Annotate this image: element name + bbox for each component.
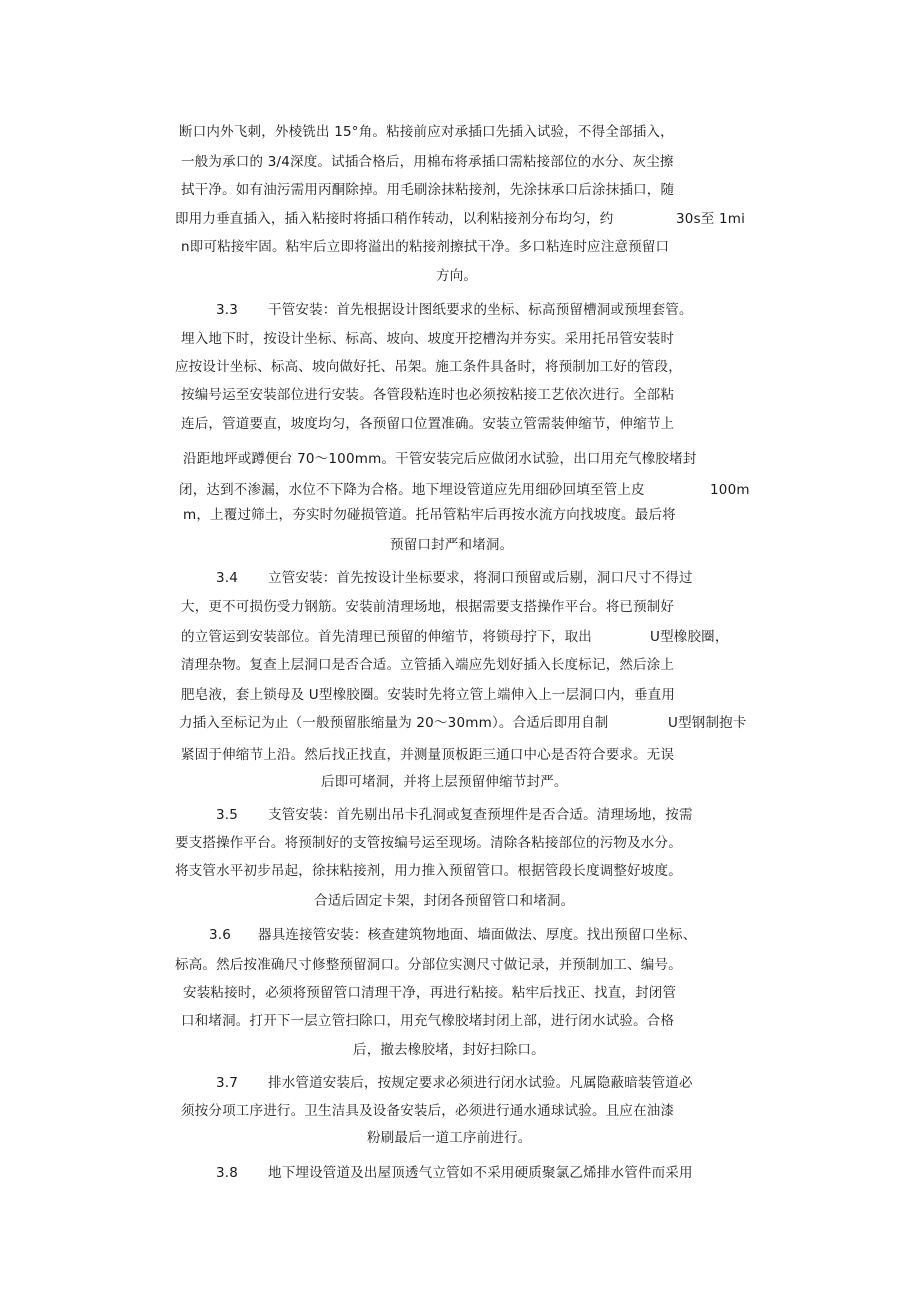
text-line: 方向。 [436, 268, 478, 284]
text-line: 紧固于伸缩节上沿。然后找正找直，并测量顶板距三通口中心是否符合要求。无误 [181, 747, 675, 763]
text-line: 大，更不可损伤受力钢筋。安装前清理场地，根据需要支搭操作平台。将已预制好 [181, 599, 675, 615]
section-number: 3.8 [216, 1165, 239, 1181]
text-line: m，上覆过筛土，夯实时勿碰损管道。托吊管粘牢后再按水流方向找坡度。最后将 [183, 507, 676, 523]
text-line: U型钢制抱卡 [668, 715, 747, 731]
text-line: 连后，管道要直，坡度均匀，各预留口位置准确。安装立管需装伸缩节，伸缩节上 [181, 416, 675, 432]
section-heading-line: 地下埋设管道及出屋顶透气立管如不采用硬质聚氯乙烯排水管件而采用 [268, 1165, 693, 1181]
text-line: 口和堵洞。打开下一层立管扫除口，用充气橡胶堵封闭上部，进行闭水试验。合格 [181, 1013, 675, 1029]
section-number: 3.4 [216, 570, 239, 586]
text-line: 的立管运到安装部位。首先清理已预留的伸缩节，将锁母拧下，取出 [181, 629, 592, 645]
section-number: 3.3 [216, 302, 239, 318]
section-heading-line: 立管安装：首先按设计坐标要求，将洞口预留或后剔，洞口尺寸不得过 [268, 570, 693, 586]
section-number: 3.7 [216, 1075, 239, 1091]
text-line: 应按设计坐标、标高、坡向做好托、吊架。施工条件具备时，将预制加工好的管段， [175, 359, 682, 375]
text-line: 一般为承口的 3/4深度。试插合格后，用棉布将承插口需粘接部位的水分、灰尘擦 [181, 154, 674, 170]
text-line: 肥皂液，套上锁母及 U型橡胶圈。安装时先将立管上端伸入上一层洞口内，垂直用 [181, 687, 676, 703]
text-line: 合适后固定卡架，封闭各预留管口和堵洞。 [314, 893, 575, 909]
text-line: 要支搭操作平台。将预制好的支管按编号运至现场。清除各粘接部位的污物及水分。 [175, 835, 682, 851]
section-number: 3.5 [216, 807, 239, 823]
text-line: 将支管水平初步吊起，徐抹粘接剂，用力推入预留管口。根据管段长度调整好坡度。 [175, 863, 682, 879]
text-line: 按编号运至安装部位进行安装。各管段粘连时也必须按粘接工艺依次进行。全部粘 [181, 387, 675, 403]
text-line: 须按分项工序进行。卫生洁具及设备安装后，必须进行通水通球试验。且应在油漆 [181, 1103, 675, 1119]
text-line: 清理杂物。复查上层洞口是否合适。立管插入端应先划好插入长度标记，然后涂上 [181, 657, 675, 673]
section-number: 3.6 [209, 927, 232, 943]
text-line: 闭，达到不渗漏，水位不下降为合格。地下埋设管道应先用细砂回填至管上皮 [179, 482, 645, 498]
section-heading-line: 干管安装：首先根据设计图纸要求的坐标、标高预留槽洞或预埋套管。 [268, 302, 693, 318]
section-heading-line: 排水管道安装后，按规定要求必须进行闭水试验。凡属隐蔽暗装管道必 [268, 1075, 693, 1091]
section-heading-line: 器具连接管安装：核查建筑物地面、墙面做法、厚度。找出预留口坐标、 [258, 927, 697, 943]
section-heading-line: 支管安装：首先剔出吊卡孔洞或复查预埋件是否合适。清理场地，按需 [268, 807, 693, 823]
text-line: 安装粘接时，必须将预留管口清理干净，再进行粘接。粘牢后找正、找直，封闭管 [183, 985, 677, 1001]
text-line: 标高。然后按准确尺寸修整预留洞口。分部位实测尺寸做记录，并预制加工、编号。 [175, 957, 682, 973]
text-line: 埋入地下时，按设计坐标、标高、坡向、坡度开挖槽沟并夯实。采用托吊管安装时 [181, 331, 675, 347]
text-line: 后，撤去橡胶堵，封好扫除口。 [353, 1042, 545, 1058]
text-line: 沿距地坪或蹲便台 70～100mm。干管安装完后应做闭水试验，出口用充气橡胶堵封 [183, 451, 697, 467]
text-line: 拭干净。如有油污需用丙酮除掉。用毛刷涂抹粘接剂，先涂抹承口后涂抹插口，随 [181, 182, 675, 198]
text-line: 粉刷最后一道工序前进行。 [367, 1130, 532, 1146]
text-line: 预留口封严和堵洞。 [390, 537, 514, 553]
text-line: 力插入至标记为止（一般预留胀缩量为 20～30mm）。合适后即用自制 [179, 715, 609, 731]
text-line: n即可粘接牢固。粘牢后立即将溢出的粘接剂擦拭干净。多口粘连时应注意预留口 [181, 239, 670, 255]
text-line: 断口内外飞刺，外棱铣出 15°角。粘接前应对承插口先插入试验，不得全部插入， [179, 124, 674, 140]
text-line: 100m [710, 482, 750, 498]
text-line: 即用力垂直插入，插入粘接时将插口稍作转动，以利粘接剂分布均匀，约 [175, 211, 614, 227]
text-line: 后即可堵洞，并将上层预留伸缩节封严。 [321, 774, 568, 790]
text-line: U型橡胶圈， [650, 629, 729, 645]
text-line: 30s至 1mi [676, 211, 746, 227]
